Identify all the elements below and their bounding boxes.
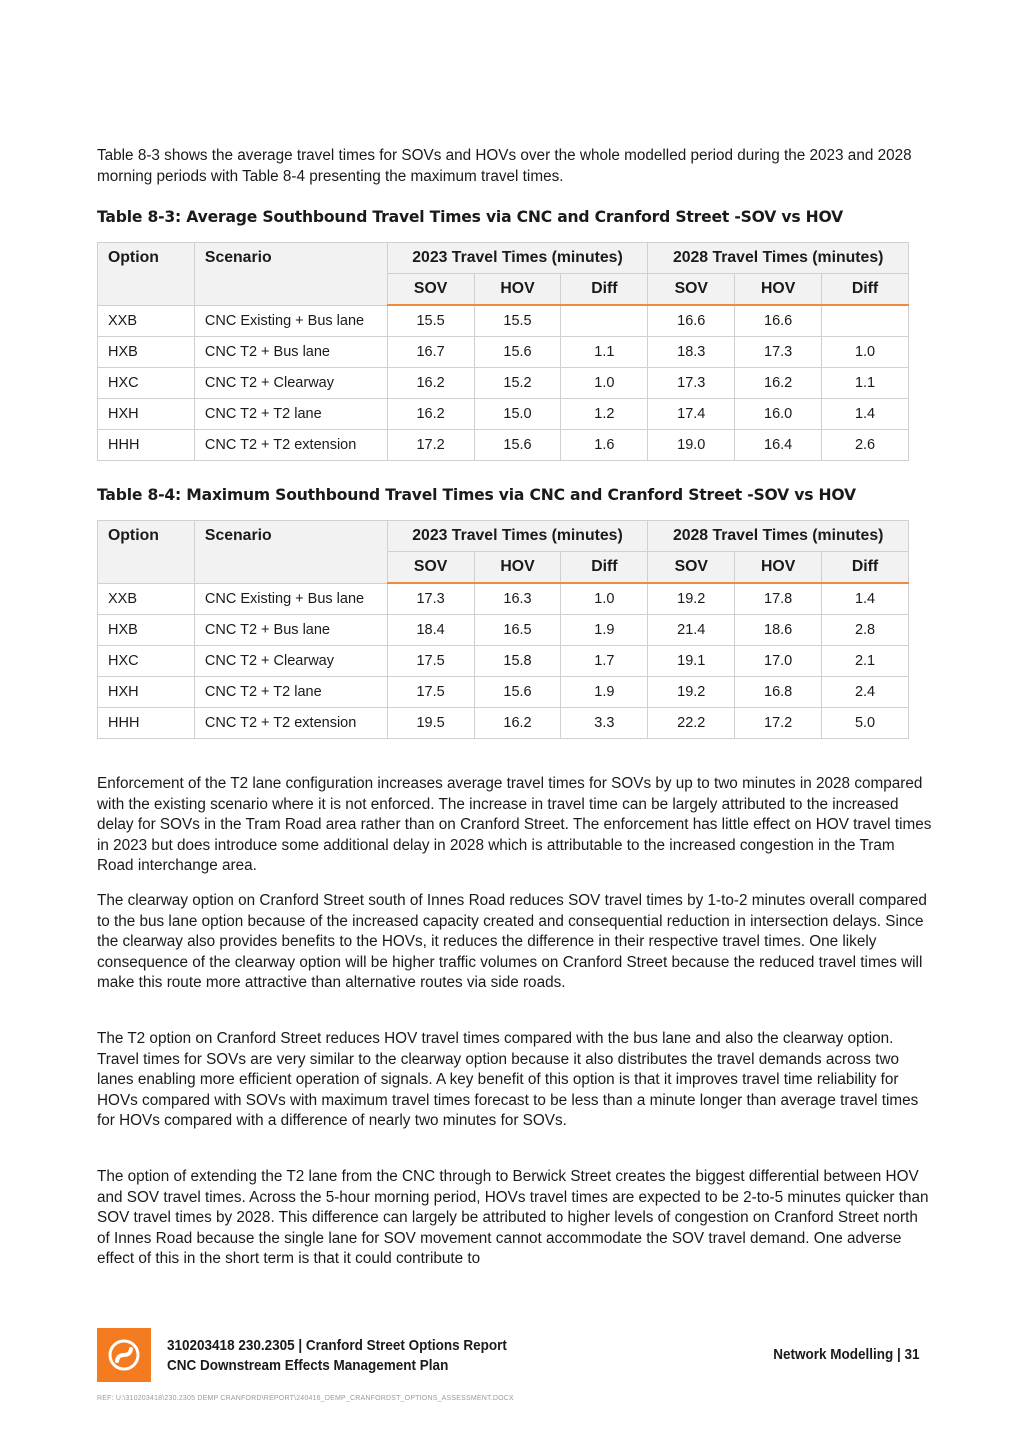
cell-sov-2028: 19.2 [648,677,735,708]
table2-caption: Table 8-4: Maximum Southbound Travel Times via CNC and Cranford Street -SOV vs HOV [97,486,856,504]
cell-diff-2023: 1.0 [561,368,648,399]
footer-document-title [167,1336,507,1376]
cell-sov-2028: 19.2 [648,583,735,615]
cell-option: HXC [98,368,195,399]
cell-sov-2028: 21.4 [648,615,735,646]
body-paragraph: Enforcement of the T2 lane configuration increases average travel times for SOVs by up to two minutes in 2028 compared with the existing scenario where it is not enforced. The increase in travel time can be largely attributed to the increased delay for SOVs in the Tram Road area rather than on Cranford Street. The enforcement has little effect on HOV travel times in 2023 but does introduce some additional delay in 2028 which is attributable to the increased congestion in the Tram Road interchange area. [97,775,932,874]
body-paragraph: The T2 option on Cranford Street reduces HOV travel times compared with the bus lane and also the clearway option. Travel times for SOVs are very similar to the clearway option because it also distributes the travel demands across two lanes enabling more efficient operation of signals. A key benefit of this option is that it improves travel time reliability for HOVs compared with SOVs with maximum travel times forecast to be less than a minute longer than average travel times for HOVs compared with a difference of nearly two minutes for SOVs. [97,1030,919,1129]
cell-hov-2023: 16.3 [474,583,561,615]
cell-diff-2023: 1.9 [561,615,648,646]
cell-sov-2023: 15.5 [387,305,474,337]
cell-diff-2023: 1.0 [561,583,648,615]
header-hov-2023: HOV [474,274,561,306]
header-option: Option [98,243,195,306]
cell-diff-2028: 2.4 [822,677,909,708]
header-hov-2028: HOV [735,552,822,584]
cell-scenario: CNC T2 + Bus lane [194,615,387,646]
cell-hov-2028: 16.4 [735,430,822,461]
cell-sov-2023: 17.5 [387,646,474,677]
table-header-row [98,243,909,274]
header-scenario: Scenario [194,521,387,584]
header-sov-2023: SOV [387,552,474,584]
cell-hov-2028: 16.2 [735,368,822,399]
cell-diff-2028: 1.4 [822,583,909,615]
table-row [98,368,909,399]
cell-hov-2028: 16.0 [735,399,822,430]
cell-diff-2028: 1.1 [822,368,909,399]
cell-hov-2028: 16.8 [735,677,822,708]
cell-diff-2028: 2.1 [822,646,909,677]
footer-line1: 310203418 230.2305 | Cranford Street Options Report [167,1337,507,1354]
cell-diff-2028 [822,305,909,337]
logo-swirl-icon [97,1328,151,1382]
cell-diff-2028: 5.0 [822,708,909,739]
cell-sov-2028: 19.1 [648,646,735,677]
table-average-travel-times [97,242,909,461]
cell-hov-2028: 17.8 [735,583,822,615]
cell-diff-2023: 1.2 [561,399,648,430]
table-row [98,583,909,615]
cell-diff-2023: 1.6 [561,430,648,461]
header-diff-2028: Diff [822,552,909,584]
body-paragraph: The option of extending the T2 lane from the CNC through to Berwick Street creates the biggest differential between HOV and SOV travel times. Across the 5-hour morning period, HOVs travel times are expected to be 2-to-5 minutes quicker than SOV travel times by 2028. This difference can largely be attributed to higher levels of congestion on Cranford Street north of Innes Road because the single lane for SOV movement cannot accommodate the SOV travel demand. One adverse effect of this in the short term is that it could contribute to [97,1168,929,1267]
header-hov-2028: HOV [735,274,822,306]
cell-sov-2023: 17.2 [387,430,474,461]
cell-diff-2028: 2.6 [822,430,909,461]
footer-section-page: Network Modelling | 31 [773,1346,920,1363]
cell-option: HXC [98,646,195,677]
cell-hov-2028: 17.3 [735,337,822,368]
cell-scenario: CNC T2 + T2 extension [194,430,387,461]
cell-hov-2023: 16.5 [474,615,561,646]
header-2023-group: 2023 Travel Times (minutes) [387,521,648,552]
header-diff-2028: Diff [822,274,909,306]
cell-diff-2028: 1.4 [822,399,909,430]
header-2028-group: 2028 Travel Times (minutes) [648,521,909,552]
footer-line2: CNC Downstream Effects Management Plan [167,1357,449,1374]
table-row [98,337,909,368]
table-row [98,708,909,739]
cell-scenario: CNC T2 + Clearway [194,368,387,399]
cell-sov-2028: 16.6 [648,305,735,337]
table1-caption: Table 8-3: Average Southbound Travel Times via CNC and Cranford Street -SOV vs HOV [97,208,844,226]
cell-sov-2028: 18.3 [648,337,735,368]
table-row [98,646,909,677]
footer-file-reference: REF: U:\310203418\230.2305 DEMP CRANFORD\REPORT\240416_DEMP_CRANFORDST_OPTIONS_ASSESSMENT.DOCX [97,1395,514,1402]
cell-option: HXB [98,337,195,368]
header-diff-2023: Diff [561,552,648,584]
cell-option: HXH [98,399,195,430]
cell-sov-2028: 19.0 [648,430,735,461]
cell-scenario: CNC T2 + T2 extension [194,708,387,739]
cell-sov-2028: 17.3 [648,368,735,399]
cell-scenario: CNC T2 + T2 lane [194,677,387,708]
header-2023-group: 2023 Travel Times (minutes) [387,243,648,274]
cell-diff-2023: 1.9 [561,677,648,708]
body-paragraph: The clearway option on Cranford Street south of Innes Road reduces SOV travel times by 1-to-2 minutes overall compared to the bus lane option because of the increased capacity created and consequential reduction in intersection delays. Since the clearway also provides benefits to the HOVs, it reduces the difference in their respective travel times. One likely consequence of the clearway option will be higher traffic volumes on Cranford Street because the reduced travel times will make this route more attractive than alternative routes via side roads. [97,892,927,991]
table-row [98,305,909,337]
cell-hov-2023: 15.2 [474,368,561,399]
cell-hov-2023: 15.6 [474,430,561,461]
cell-diff-2023: 1.7 [561,646,648,677]
cell-option: HHH [98,430,195,461]
cell-diff-2023: 1.1 [561,337,648,368]
header-option: Option [98,521,195,584]
cell-hov-2023: 15.6 [474,337,561,368]
header-hov-2023: HOV [474,552,561,584]
intro-paragraph: Table 8-3 shows the average travel times for SOVs and HOVs over the whole modelled period during the 2023 and 2028 morning periods with Table 8-4 presenting the maximum travel times. [97,147,912,185]
cell-option: HXB [98,615,195,646]
cell-scenario: CNC Existing + Bus lane [194,305,387,337]
cell-hov-2028: 16.6 [735,305,822,337]
cell-scenario: CNC T2 + Bus lane [194,337,387,368]
cell-hov-2023: 15.8 [474,646,561,677]
cell-diff-2023 [561,305,648,337]
cell-scenario: CNC T2 + T2 lane [194,399,387,430]
cell-hov-2023: 16.2 [474,708,561,739]
cell-hov-2028: 17.0 [735,646,822,677]
cell-sov-2023: 18.4 [387,615,474,646]
cell-sov-2028: 17.4 [648,399,735,430]
cell-sov-2023: 19.5 [387,708,474,739]
cell-diff-2028: 2.8 [822,615,909,646]
cell-sov-2023: 16.2 [387,368,474,399]
cell-sov-2023: 17.3 [387,583,474,615]
cell-sov-2023: 16.7 [387,337,474,368]
header-diff-2023: Diff [561,274,648,306]
cell-option: XXB [98,305,195,337]
header-sov-2028: SOV [648,552,735,584]
cell-scenario: CNC Existing + Bus lane [194,583,387,615]
cell-diff-2023: 3.3 [561,708,648,739]
cell-option: XXB [98,583,195,615]
table-row [98,615,909,646]
table-row [98,430,909,461]
header-sov-2028: SOV [648,274,735,306]
cell-sov-2028: 22.2 [648,708,735,739]
cell-option: HXH [98,677,195,708]
header-2028-group: 2028 Travel Times (minutes) [648,243,909,274]
table-header-row [98,521,909,552]
company-logo [97,1328,151,1382]
cell-diff-2028: 1.0 [822,337,909,368]
cell-hov-2023: 15.0 [474,399,561,430]
cell-hov-2023: 15.5 [474,305,561,337]
cell-scenario: CNC T2 + Clearway [194,646,387,677]
cell-sov-2023: 16.2 [387,399,474,430]
cell-hov-2023: 15.6 [474,677,561,708]
cell-option: HHH [98,708,195,739]
header-sov-2023: SOV [387,274,474,306]
header-scenario: Scenario [194,243,387,306]
table-row [98,399,909,430]
table-row [98,677,909,708]
cell-hov-2028: 18.6 [735,615,822,646]
cell-sov-2023: 17.5 [387,677,474,708]
cell-hov-2028: 17.2 [735,708,822,739]
table-maximum-travel-times [97,520,909,739]
